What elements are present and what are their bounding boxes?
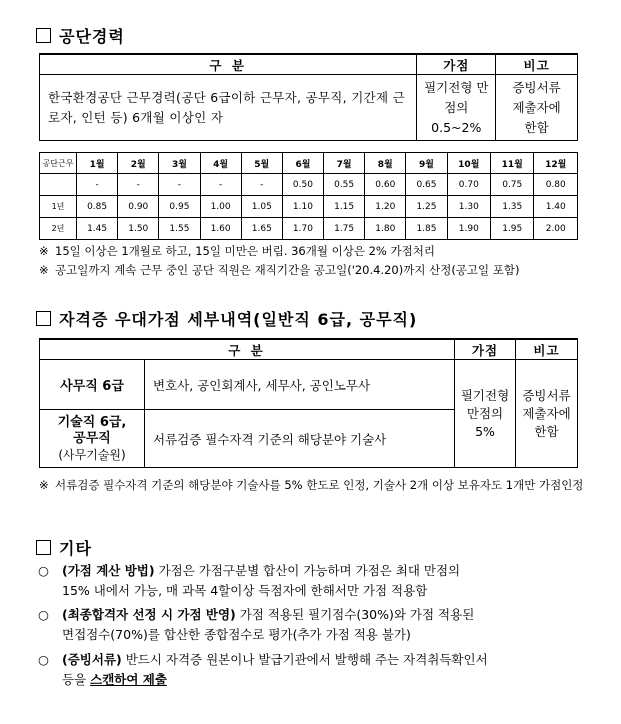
header-category: 구 분 (40, 54, 417, 75)
month-header: 5월 (241, 153, 282, 174)
etc-head: (증빙서류) (62, 652, 122, 667)
table-cell: 1.00 (200, 196, 241, 218)
cert-row1-label: 사무직 6급 (40, 360, 145, 410)
certificate-table (39, 338, 578, 468)
etc-text: 등을 (62, 672, 91, 687)
cert-row2-label-a: 기술직 6급, (57, 414, 127, 430)
header-bonus: 가점 (455, 339, 516, 360)
table-cell: - (241, 174, 282, 196)
checkbox-square-icon (36, 540, 51, 555)
table-row (40, 196, 578, 218)
table-cell: 0.95 (159, 196, 200, 218)
table-row (40, 174, 578, 196)
row-label: 1년 (40, 196, 77, 218)
table-cell: 1.70 (282, 218, 323, 240)
row-label: 2년 (40, 218, 77, 240)
table-cell: 2.00 (534, 218, 578, 240)
career-table (39, 53, 578, 141)
cert-row2-label-b: 공무직 (73, 430, 111, 446)
table-cell: 1.90 (447, 218, 490, 240)
month-header: 11월 (491, 153, 534, 174)
etc-item-documents (38, 650, 583, 690)
etc-item-final-selection (38, 605, 583, 645)
table-cell: 0.60 (365, 174, 406, 196)
note-text: 서류검증 필수자격 기준의 해당분야 기술사를 5% 한도로 인정, 기술사 2개 이상 보유자도 1개만 가점인정 (55, 478, 584, 492)
table-cell: - (200, 174, 241, 196)
header-category: 구 분 (40, 339, 455, 360)
month-header: 8월 (365, 153, 406, 174)
table-cell: - (159, 174, 200, 196)
month-header: 10월 (447, 153, 490, 174)
month-header: 7월 (324, 153, 365, 174)
note-engineer (39, 476, 584, 495)
table-cell: 0.70 (447, 174, 490, 196)
table-cell: - (77, 174, 118, 196)
etc-text: 가점 적용된 필기점수(30%)와 가점 적용된 (235, 607, 475, 622)
note-text: 15일 이상은 1개월로 하고, 15일 미만은 버림. 36개월 이상은 2% 가점처리 (55, 244, 435, 258)
note-text: 공고일까지 계속 근무 중인 공단 직원은 재직기간을 공고일('20.4.20)까지 산정(공고일 포함) (55, 263, 520, 277)
table-cell: 1.10 (282, 196, 323, 218)
table-cell: 1.60 (200, 218, 241, 240)
table-cell: 1.30 (447, 196, 490, 218)
month-header: 1월 (77, 153, 118, 174)
table-cell: 0.55 (324, 174, 365, 196)
reference-mark-icon: ※ (39, 478, 49, 492)
month-header: 4월 (200, 153, 241, 174)
etc-text: 15% 내에서 가능, 매 과목 4할이상 득점자에 한해서만 가점 적용함 (62, 583, 428, 598)
reference-mark-icon: ※ (39, 244, 49, 258)
circle-bullet-icon: ○ (38, 563, 49, 578)
career-note: 증빙서류 제출자에 한함 (496, 75, 578, 141)
etc-head: (최종합격자 선정 시 가점 반영) (62, 607, 236, 622)
checkbox-square-icon (36, 28, 51, 43)
reference-mark-icon: ※ (39, 263, 49, 277)
header-bonus: 가점 (417, 54, 496, 75)
table-cell: 1.95 (491, 218, 534, 240)
table-cell: 1.20 (365, 196, 406, 218)
month-header: 2월 (118, 153, 159, 174)
month-bonus-table (39, 152, 578, 240)
career-row-text: 한국환경공단 근무경력(공단 6급이하 근무자, 공무직, 기간제 근로자, 인턴 등) 6개월 이상인 자 (40, 75, 417, 141)
table-cell: 0.90 (118, 196, 159, 218)
cert-row2-label-c: (사무기술원) (58, 447, 126, 462)
etc-emphasis: 스캔하여 제출 (90, 672, 167, 687)
section-title-text: 자격증 우대가점 세부내역(일반직 6급, 공무직) (59, 310, 418, 329)
table-cell: 1.55 (159, 218, 200, 240)
table-cell: 1.45 (77, 218, 118, 240)
section-title-career (36, 24, 125, 47)
section-title-etc (36, 536, 92, 559)
cert-bonus: 필기전형 만점의 5% (455, 360, 516, 468)
etc-item-calculation (38, 561, 583, 601)
table-cell: 1.05 (241, 196, 282, 218)
table-cell: 0.65 (406, 174, 447, 196)
cert-row1-text: 변호사, 공인회계사, 세무사, 공인노무사 (145, 360, 455, 410)
header-note: 비고 (516, 339, 578, 360)
table-cell: 1.80 (365, 218, 406, 240)
table-cell: 1.65 (241, 218, 282, 240)
etc-text: 가점은 가점구분별 합산이 가능하며 가점은 최대 만점의 (154, 563, 461, 578)
circle-bullet-icon: ○ (38, 652, 49, 667)
table-row (40, 218, 578, 240)
circle-bullet-icon: ○ (38, 607, 49, 622)
month-header: 12월 (534, 153, 578, 174)
header-note: 비고 (496, 54, 578, 75)
section-title-text: 기타 (59, 539, 92, 558)
table-cell: 1.15 (324, 196, 365, 218)
table-cell: 0.80 (534, 174, 578, 196)
table-cell: 1.50 (118, 218, 159, 240)
table-cell: 1.85 (406, 218, 447, 240)
table-cell: 1.75 (324, 218, 365, 240)
month-header: 3월 (159, 153, 200, 174)
month-header: 9월 (406, 153, 447, 174)
table-cell: 1.35 (491, 196, 534, 218)
cert-note: 증빙서류 제출자에 한함 (516, 360, 578, 468)
etc-text: 면접점수(70%)를 합산한 종합점수로 평가(추가 가점 적용 불가) (62, 627, 411, 642)
table-cell: 0.85 (77, 196, 118, 218)
cert-row2-text: 서류검증 필수자격 기준의 해당분야 기술사 (145, 410, 455, 468)
note-period (39, 261, 520, 279)
month-header-label: 공단근무 (40, 153, 77, 174)
section-title-text: 공단경력 (59, 27, 125, 46)
table-cell: 1.40 (534, 196, 578, 218)
section-title-certificate (36, 307, 417, 330)
table-cell: 0.50 (282, 174, 323, 196)
checkbox-square-icon (36, 311, 51, 326)
row-label (40, 174, 77, 196)
etc-text: 반드시 자격증 원본이나 발급기관에서 발행해 주는 자격취득확인서 (121, 652, 488, 667)
cert-row2-label (40, 410, 145, 468)
table-cell: 0.75 (491, 174, 534, 196)
career-bonus: 필기전형 만점의 0.5~2% (417, 75, 496, 141)
table-cell: 1.25 (406, 196, 447, 218)
month-header: 6월 (282, 153, 323, 174)
etc-head: (가점 계산 방법) (62, 563, 155, 578)
table-cell: - (118, 174, 159, 196)
note-rounding (39, 242, 435, 260)
